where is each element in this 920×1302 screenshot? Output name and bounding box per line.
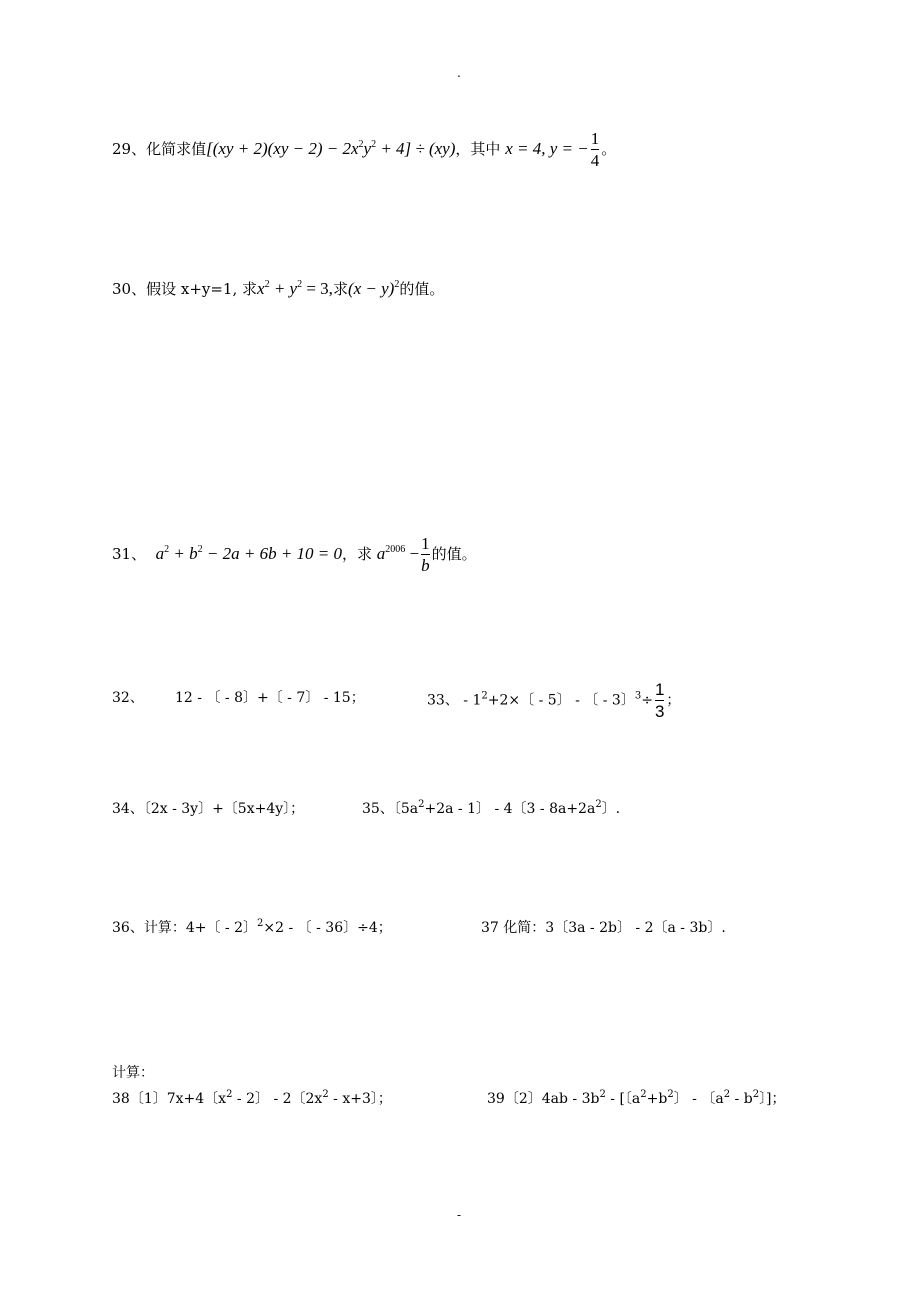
question-35: 35、〔$5a^2+2a - 1$〕 - 4〔$3 - 8a+2a^2$〕. (362, 799, 621, 817)
fraction: $\frac{1}{4}$ (590, 129, 600, 170)
question-30: 30、假设 x+y=1, 求$x^2 + y^2 = 3$,求$(x - y)^2$的值。 (112, 279, 445, 298)
question-number: 32、 (112, 690, 144, 706)
question-text: ，其中 (455, 140, 506, 158)
calc-heading: 计算： (112, 1065, 154, 1081)
fraction: $\frac{1}{3}$ (654, 680, 665, 721)
question-37: 37 化简：3〔3a - 2b〕 - 2〔a - 3b〕. (481, 920, 726, 936)
question-number: 38 (112, 1091, 130, 1107)
question-number: 30、 (112, 280, 147, 298)
question-number: 36、 (112, 920, 144, 936)
question-end: 的值。 (399, 280, 445, 298)
question-39: 39〔2〕$4ab - 3b^2$ - [〔$a^2+b^2$〕 - 〔$a^2 - b^2$〕]； (487, 1089, 786, 1107)
question-text: 假设 x+y=1, 求 (146, 280, 258, 298)
question-32-expression: 12 - 〔 - 8〕+〔 - 7〕 - 15； (175, 690, 365, 706)
question-number: 34、 (112, 801, 144, 817)
question-33: 33、 - $1^2+2\times$〔 - 5〕 - 〔 - 3〕$^3$÷ $\frac{1}{3}$ ； (427, 680, 681, 721)
question-end: 。 (601, 140, 617, 158)
question-32 (112, 687, 144, 707)
question-text: 化简求值 (146, 140, 207, 158)
math-expression: $x^2 + y^2 = 3$, (257, 279, 333, 298)
question-number: 39 (487, 1091, 505, 1107)
question-number: 37 (481, 920, 499, 936)
math-expression: $[(xy + 2)(xy - 2) - 2x^2y^2 + 4] \div (xy)$ (206, 139, 456, 158)
footer-mark: - (457, 1208, 462, 1222)
math-expression: $a^2 + b^2 - 2a + 6b + 10 = 0$ (155, 544, 343, 563)
question-38: 38〔1〕7x+4〔$x^2 - 2$〕 - 2〔$2x^2 - x+3$〕； (112, 1089, 392, 1107)
fraction: $\frac{1}{b}$ (421, 534, 430, 575)
question-text: ，求 (342, 545, 377, 563)
question-36: 36、计算：4+〔 - 2〕$^2$×2 - 〔 - 36〕÷4； (112, 918, 392, 936)
question-number: 29、 (112, 140, 147, 158)
question-number: 31、 (112, 545, 147, 563)
question-number: 35、 (362, 801, 394, 817)
math-expression: $(x - y)^2$ (347, 279, 400, 298)
question-29 (112, 125, 616, 171)
question-31 (112, 530, 477, 576)
condition: x = 4, y = − (505, 139, 589, 158)
question-34: 34、〔2x - 3y〕+〔5x+4y〕； (112, 801, 305, 817)
question-number: 33、 (427, 692, 459, 709)
question-end: 的值。 (431, 545, 477, 563)
math-expression: $a^{2006}$ − (376, 544, 420, 563)
header-mark: . (457, 66, 461, 80)
